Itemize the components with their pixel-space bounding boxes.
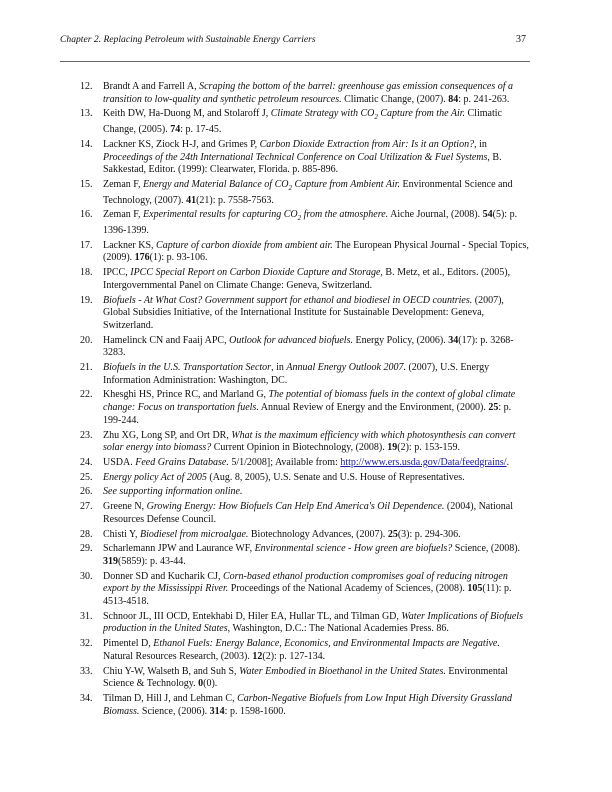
reference-text: (21): p. 7558-7563.	[196, 194, 274, 206]
reference-item	[80, 295, 530, 333]
reference-text: Biotechnology Advances, (2007).	[248, 528, 388, 540]
reference-number: 24.	[80, 456, 93, 468]
reference-text: Zeman F,	[103, 178, 144, 190]
reference-title: Capture from the Air.	[377, 108, 466, 120]
reference-item	[80, 571, 530, 609]
reference-title: Biofuels - At What Cost? Government support for ethanol and biodiesel in OECD countries.	[103, 294, 473, 306]
reference-title: Outlook for advanced biofuels.	[229, 334, 353, 346]
reference-text: (0).	[203, 678, 218, 690]
reference-item	[80, 543, 530, 568]
reference-number: 13.	[80, 108, 93, 120]
reference-title: Water Embodied in Bioethanol in the United States.	[239, 665, 446, 677]
reference-title: Biodiesel from microalgae.	[139, 528, 249, 540]
reference-text: (2): p. 127-134.	[262, 650, 326, 662]
reference-item	[80, 430, 530, 455]
reference-title: Water Implications of Biofuels production in the United States	[103, 610, 523, 635]
reference-volume: 0	[198, 678, 204, 690]
reference-text: Climatic Change, (2005).	[103, 108, 502, 136]
reference-title: Energy and Material Balance of CO	[143, 178, 289, 190]
reference-volume: 25	[387, 528, 398, 540]
reference-text: Aiche Journal, (2008).	[388, 209, 483, 221]
reference-item	[80, 139, 530, 177]
reference-title: 2	[288, 183, 292, 192]
reference-text: 5/1/2008]; Available from:	[228, 456, 341, 468]
reference-title: IPCC Special Report on Carbon Dioxide Capture and Storage	[130, 267, 381, 279]
reference-list	[80, 81, 530, 720]
reference-text: The European Physical Journal - Special Topics, (2009).	[103, 239, 529, 264]
reference-text: (11): p. 4513-4518.	[103, 583, 512, 608]
reference-volume: 41	[186, 194, 197, 206]
reference-text: : p. 17-45.	[180, 124, 222, 136]
reference-item	[80, 179, 530, 207]
reference-title: Experimental results for capturing CO	[143, 209, 298, 221]
reference-item	[80, 362, 530, 387]
reference-text: Khesghi HS, Prince RC, and Marland G,	[103, 389, 269, 401]
reference-volume: 19	[387, 442, 398, 454]
reference-item	[80, 611, 530, 636]
reference-item	[80, 472, 530, 485]
reference-text: : p. 199-244.	[103, 402, 512, 426]
reference-volume: 25	[488, 402, 499, 414]
reference-link[interactable]: http://www.ers.usda.gov/Data/feedgrains/	[340, 456, 507, 468]
reference-title: Feed Grains Database.	[135, 456, 229, 468]
reference-item	[80, 501, 530, 526]
reference-text: (2): p. 153-159.	[397, 442, 461, 454]
reference-number: 28.	[80, 528, 93, 540]
reference-number: 31.	[80, 610, 93, 622]
reference-item	[80, 335, 530, 360]
reference-text: Hamelinck CN and Faaij APC,	[103, 334, 230, 346]
reference-text: Energy Policy, (2006).	[352, 334, 449, 346]
page-number: 37	[516, 34, 526, 45]
chapter-title: Chapter 2. Replacing Petroleum with Sustainable Energy Carriers	[60, 34, 316, 45]
reference-number: 20.	[80, 334, 93, 346]
reference-number: 19.	[80, 294, 93, 306]
reference-number: 32.	[80, 638, 93, 650]
reference-number: 21.	[80, 362, 93, 374]
reference-volume: 84	[448, 93, 459, 105]
reference-number: 18.	[80, 267, 93, 279]
reference-text: Zhu XG, Long SP, and Ort DR,	[103, 429, 232, 441]
reference-title: Annual Energy Outlook 2007.	[286, 362, 406, 374]
reference-text: Science, (2008).	[452, 543, 521, 555]
reference-volume: 74	[170, 124, 181, 136]
reference-text: Scharlemann JPW and Laurance WF,	[103, 543, 255, 555]
reference-number: 33.	[80, 665, 93, 677]
reference-text: , B. Sakkestad, Editor. (1999): Clearwater, Florida. p. 885-896.	[103, 151, 502, 176]
reference-text: Zeman F,	[103, 209, 144, 221]
reference-item	[80, 486, 530, 499]
reference-title: Corn-based ethanol production compromises goal of reducing nitrogen export by the Mississippi River.	[103, 570, 508, 595]
reference-text: Chiu Y-W, Walseth B, and Suh S,	[103, 665, 240, 677]
reference-text: Donner SD and Kucharik CJ,	[103, 570, 223, 582]
reference-item	[80, 389, 530, 427]
reference-number: 16.	[80, 209, 93, 221]
reference-number: 30.	[80, 570, 93, 582]
reference-text: IPCC,	[103, 267, 131, 279]
reference-volume: 176	[134, 252, 150, 264]
reference-title: Climate Strategy with CO	[270, 108, 375, 120]
reference-title: Scraping the bottom of the barrel: greenhouse gas emission consequences of a transition to low-quality and synthetic petroleum resources.	[103, 81, 514, 105]
reference-text: Greene N,	[103, 501, 147, 513]
reference-number: 26.	[80, 486, 93, 498]
reference-title: 2	[297, 214, 302, 223]
reference-volume: 314	[209, 705, 225, 717]
reference-number: 15.	[80, 178, 93, 190]
reference-title: Carbon-Negative Biofuels from Low Input High Diversity Grassland Biomass.	[103, 692, 512, 717]
header-divider	[60, 61, 530, 62]
reference-item	[80, 666, 530, 691]
reference-text: (17): p. 3268-3283.	[103, 334, 514, 359]
reference-title: Carbon Dioxide Extraction from Air: Is it an Option?	[259, 138, 475, 150]
reference-title: Capture from Ambient Air.	[291, 178, 401, 190]
reference-text: , B. Metz, et al., Editors. (2005), Intergovernmental Panel on Climate Change: Geneva, Switzerland.	[103, 267, 511, 291]
reference-text: USDA.	[103, 456, 136, 468]
reference-number: 29.	[80, 543, 93, 555]
reference-volume: 12	[252, 650, 263, 662]
reference-text: Chisti Y,	[103, 528, 140, 540]
reference-title: 2	[374, 113, 378, 122]
reference-title: Ethanol Fuels: Energy Balance, Economics, and Environmental Impacts are Negative.	[153, 638, 500, 650]
reference-item	[80, 267, 530, 292]
reference-text: Schnoor JL, III OCD, Entekhabi D, Hiler EA, Hullar TL, and Tilman GD,	[103, 610, 402, 622]
reference-number: 27.	[80, 501, 93, 513]
reference-volume: 34	[448, 334, 459, 346]
reference-text: (5859): p. 43-44.	[118, 555, 186, 567]
reference-text: (2007), Global Subsidies Initiative, of the International Institute for Sustainable Development: Geneva, Switzerland.	[103, 294, 504, 331]
reference-text: , in	[474, 138, 487, 150]
reference-text: Climatic Change, (2007).	[341, 93, 449, 105]
reference-text: Natural Resources Research, (2003).	[103, 650, 253, 662]
reference-number: 25.	[80, 471, 93, 483]
reference-text: Lackner KS, Ziock H-J, and Grimes P,	[103, 138, 260, 150]
reference-volume: 54	[482, 209, 493, 221]
reference-text: Environmental Science and Technology, (2007).	[103, 178, 513, 206]
reference-text: Environmental Science & Technology.	[103, 665, 508, 690]
reference-title: What is the maximum efficiency with which photosynthesis can convert solar energy into biomass?	[103, 429, 516, 454]
reference-item	[80, 457, 530, 470]
reference-number: 17.	[80, 239, 93, 251]
page-header	[60, 34, 528, 50]
reference-title: Biofuels in the U.S. Transportation Sector	[103, 362, 272, 374]
reference-text: Pimentel D,	[103, 638, 154, 650]
reference-title: Proceedings of the 24th International Technical Conference on Coal Utilization & Fuel Systems	[103, 151, 488, 163]
reference-number: 23.	[80, 429, 93, 441]
reference-title: Capture of carbon dioxide from ambient air.	[156, 239, 333, 251]
reference-number: 14.	[80, 138, 93, 150]
reference-text: Lackner KS,	[103, 239, 157, 251]
reference-text: : p. 1598-1600.	[224, 705, 286, 717]
reference-number: 22.	[80, 389, 93, 401]
reference-text: .	[506, 456, 510, 468]
reference-text: Brandt A and Farrell A,	[103, 81, 200, 92]
reference-title: The potential of biomass fuels in the context of global climate change: Focus on transportation fuels.	[103, 389, 516, 414]
reference-text: : p. 241-263.	[458, 93, 510, 105]
reference-title: from the atmosphere.	[301, 209, 389, 221]
reference-text: Tilman D, Hill J, and Lehman C,	[103, 692, 238, 704]
reference-text: (2004), National Resources Defense Council.	[103, 501, 514, 525]
reference-text: (2007), U.S. Energy Information Administration: Washington, DC.	[103, 362, 490, 386]
reference-title: See supporting information online.	[103, 486, 243, 498]
reference-item	[80, 240, 530, 265]
reference-title: Energy policy Act of 2005	[103, 471, 207, 483]
reference-text: Current Opinion in Biotechnology, (2008).	[211, 442, 388, 454]
reference-text: (Aug. 8, 2005), U.S. Senate and U.S. House of Representatives.	[206, 471, 465, 483]
reference-text: , in	[271, 362, 287, 374]
reference-volume: 105	[467, 583, 483, 595]
reference-text: Science, (2006).	[139, 705, 210, 717]
reference-text: (1): p. 93-106.	[149, 252, 208, 264]
reference-item	[80, 209, 530, 237]
reference-item	[80, 529, 530, 542]
reference-item	[80, 108, 530, 136]
reference-item	[80, 693, 530, 718]
reference-number: 12.	[80, 81, 93, 92]
reference-text: (3): p. 294-306.	[397, 528, 461, 540]
reference-text: Annual Review of Energy and the Environment, (2000).	[258, 402, 489, 414]
reference-item	[80, 638, 530, 663]
reference-number: 34.	[80, 692, 93, 704]
reference-text: , Washington, D.C.: The National Academies Press. 86.	[227, 623, 449, 635]
reference-text: Keith DW, Ha-Duong M, and Stolaroff J,	[103, 108, 271, 120]
reference-text: (5): p. 1396-1399.	[103, 209, 518, 237]
reference-volume: 319	[103, 555, 118, 567]
reference-text: Proceedings of the National Academy of Sciences, (2008).	[228, 583, 468, 595]
reference-title: Environmental science - How green are biofuels?	[254, 543, 453, 555]
reference-title: Growing Energy: How Biofuels Can Help End America's Oil Dependence.	[146, 501, 445, 513]
reference-item	[80, 81, 530, 106]
